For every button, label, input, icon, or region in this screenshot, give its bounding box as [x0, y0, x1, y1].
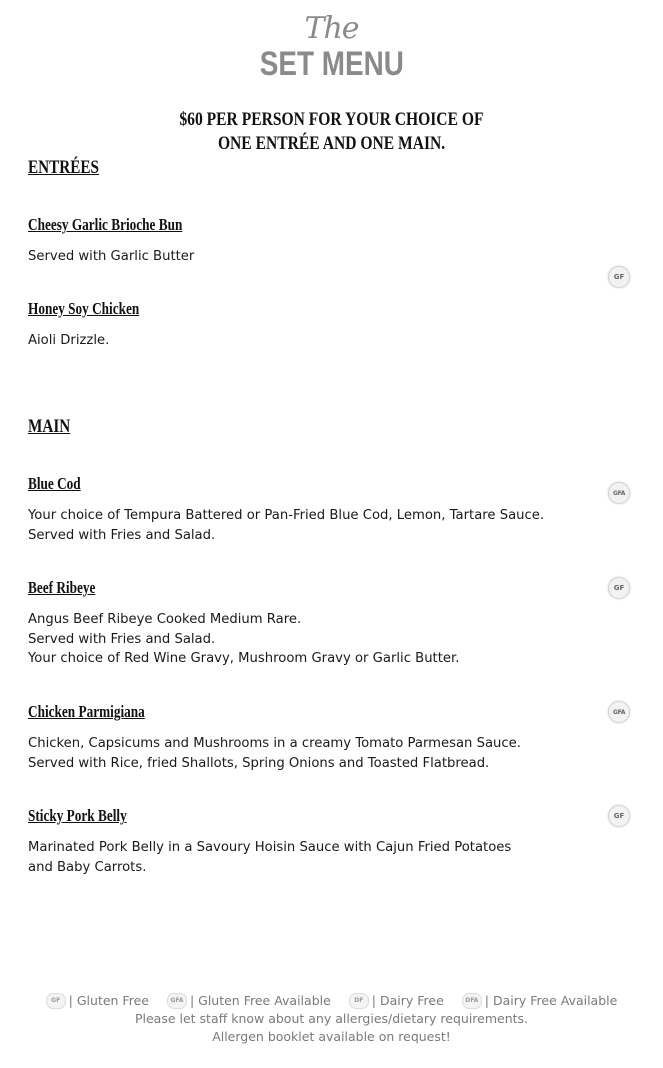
gluten-free-icon: GF [608, 805, 630, 827]
legend-item-gfa [167, 992, 331, 1010]
logo-set-menu-text: SET MENU [259, 45, 404, 83]
gluten-free-available-icon: GFA [608, 482, 630, 504]
dish-name: Honey Soy Chicken [28, 299, 140, 318]
legend-label: | Dairy Free [371, 993, 444, 1008]
price-line-2: ONE ENTRÉE AND ONE MAIN. [217, 133, 446, 154]
dish-description-line: and Baby Carrots. [28, 859, 147, 875]
legend-item-dfa [462, 992, 618, 1010]
legend-row [0, 992, 663, 1010]
allergy-note: Please let staff know about any allergies/dietary requirements. [134, 1011, 529, 1026]
dish-name: Sticky Pork Belly [28, 806, 127, 825]
legend-label: | Gluten Free Available [189, 993, 331, 1008]
legend-item-gf [46, 992, 149, 1010]
dish-description [28, 247, 194, 267]
dish-description-line: Served with Garlic Butter [28, 249, 195, 264]
dish-description-line: Served with Rice, fried Shallots, Spring Onions and Toasted Flatbread. [28, 755, 490, 771]
dish-description-line: Served with Fries and Salad. [28, 631, 216, 647]
dish-description-line: Angus Beef Ribeye Cooked Medium Rare. [28, 612, 302, 627]
dish-description [28, 734, 521, 773]
dish-name: Cheesy Garlic Brioche Bun [28, 215, 183, 234]
dish-name: Chicken Parmigiana [28, 702, 145, 721]
dish-description-line: Marinated Pork Belly in a Savoury Hoisin Sauce with Cajun Fried Potatoes [28, 840, 512, 855]
dish-description [28, 331, 109, 351]
price-heading [0, 108, 663, 156]
entrees-heading: ENTRÉES [28, 157, 99, 178]
price-line-1: $60 PER PERSON FOR YOUR CHOICE OF [179, 109, 484, 130]
dish-description-line: Served with Fries and Salad. [28, 527, 216, 543]
dish-description-line: Your choice of Tempura Battered or Pan-Fried Blue Cod, Lemon, Tartare Sauce. [28, 508, 545, 523]
gluten-free-available-icon: GFA [608, 701, 630, 723]
legend-item-df [349, 992, 444, 1010]
dish-description [28, 506, 544, 545]
gluten-free-icon: GF [608, 266, 630, 288]
dish-name: Beef Ribeye [28, 578, 96, 597]
dish-name: Blue Cod [28, 474, 81, 493]
dish-description [28, 610, 459, 669]
main-heading: MAIN [28, 416, 71, 437]
dairy-free-icon: DF [349, 993, 369, 1009]
logo-the-text: The [304, 11, 359, 46]
dish-description-line: Chicken, Capsicums and Mushrooms in a creamy Tomato Parmesan Sauce. [28, 736, 521, 751]
legend-label: | Dairy Free Available [484, 993, 618, 1008]
dairy-free-available-icon: DFA [462, 993, 482, 1009]
allergen-booklet-note: Allergen booklet available on request! [212, 1029, 451, 1044]
dish-description-line: Your choice of Red Wine Gravy, Mushroom Gravy or Garlic Butter. [28, 651, 460, 666]
allergen-legend [0, 992, 663, 1046]
gluten-free-icon: GF [608, 577, 630, 599]
dish-description-line: Aioli Drizzle. [28, 333, 110, 348]
gluten-free-available-icon: GFA [167, 993, 187, 1009]
legend-label: | Gluten Free [68, 993, 149, 1008]
menu-logo [0, 12, 663, 82]
gluten-free-icon: GF [46, 993, 66, 1009]
dish-description [28, 838, 511, 877]
